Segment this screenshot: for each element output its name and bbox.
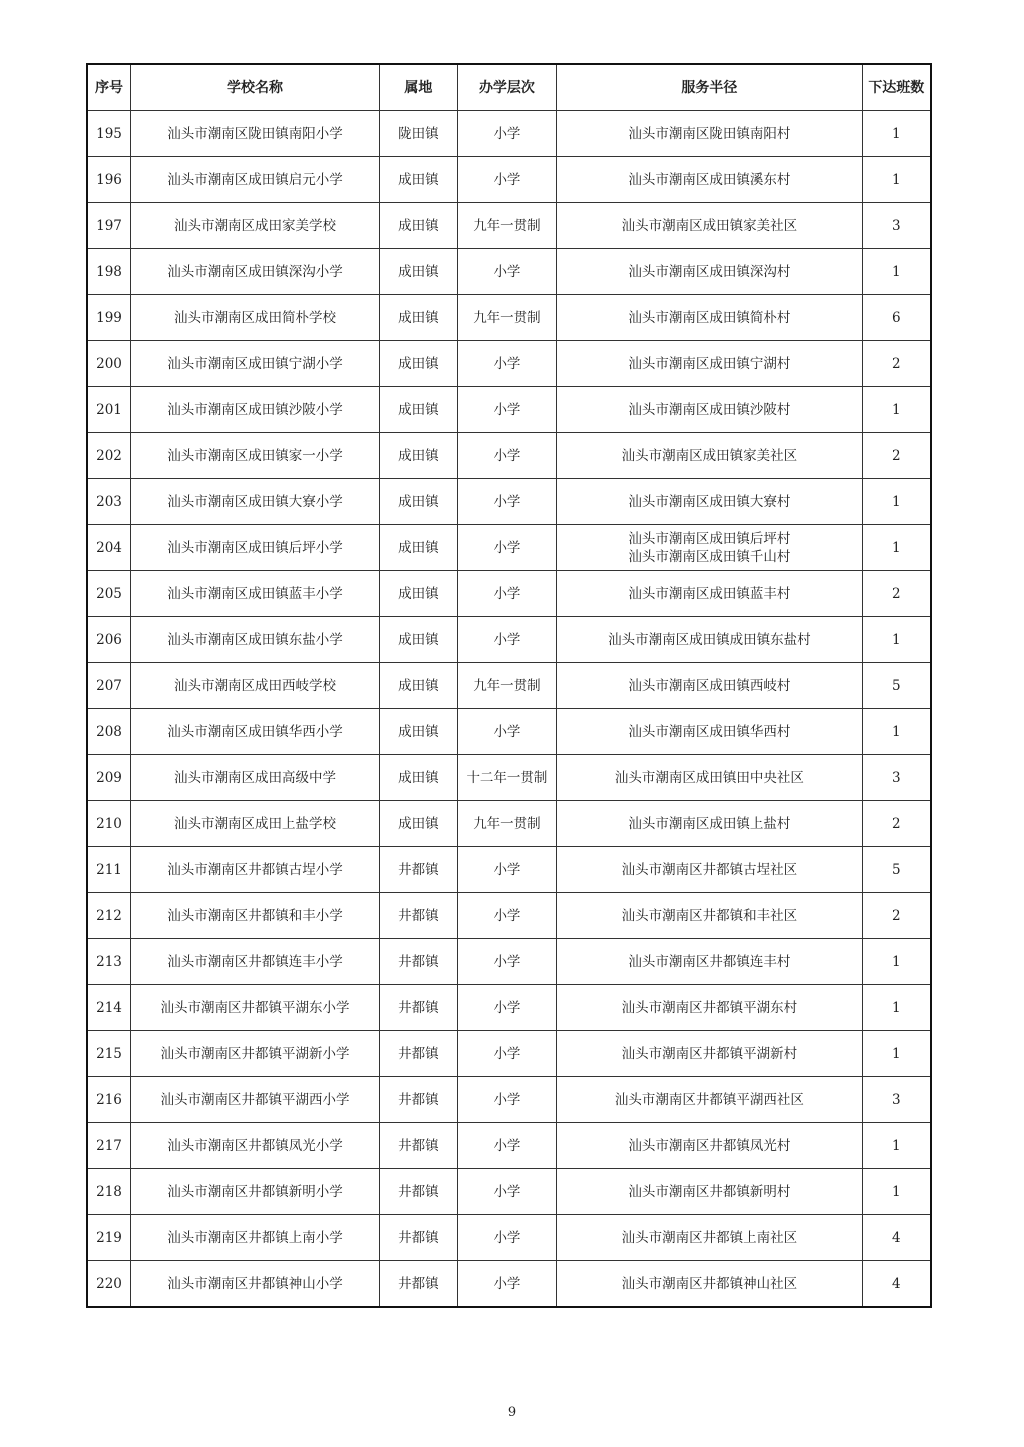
cell-level: 小学 (457, 939, 556, 985)
cell-service-radius (557, 433, 863, 479)
cell-no: 220 (87, 1261, 131, 1308)
cell-class-count: 1 (862, 111, 931, 157)
cell-class-count: 1 (862, 1169, 931, 1215)
service-radius-line: 汕头市潮南区井都镇平湖东村 (621, 999, 798, 1016)
cell-service-radius (557, 157, 863, 203)
cell-location: 成田镇 (379, 571, 457, 617)
table-row (87, 525, 931, 571)
table-header-row (87, 64, 931, 111)
cell-no: 219 (87, 1215, 131, 1261)
cell-school-name: 汕头市潮南区井都镇神山小学 (131, 1261, 380, 1308)
cell-no: 195 (87, 111, 131, 157)
cell-service-radius (557, 1215, 863, 1261)
page-number: 9 (507, 1405, 517, 1420)
cell-no: 205 (87, 571, 131, 617)
cell-no: 213 (87, 939, 131, 985)
service-radius-line: 汕头市潮南区成田镇千山村 (628, 548, 791, 565)
cell-service-radius (557, 893, 863, 939)
cell-class-count: 1 (862, 939, 931, 985)
cell-school-name: 汕头市潮南区成田镇大寮小学 (131, 479, 380, 525)
service-radius-line: 汕头市潮南区成田镇蓝丰村 (628, 585, 791, 602)
service-radius-line: 汕头市潮南区成田镇简朴村 (628, 309, 791, 326)
table-row (87, 1169, 931, 1215)
cell-location: 成田镇 (379, 709, 457, 755)
cell-class-count: 1 (862, 1031, 931, 1077)
cell-level: 九年一贯制 (457, 203, 556, 249)
cell-level: 小学 (457, 709, 556, 755)
cell-school-name: 汕头市潮南区井都镇古埕小学 (131, 847, 380, 893)
cell-service-radius (557, 203, 863, 249)
service-radius-line: 汕头市潮南区井都镇上南社区 (621, 1229, 798, 1246)
table-row (87, 1123, 931, 1169)
cell-level: 小学 (457, 157, 556, 203)
cell-class-count: 5 (862, 663, 931, 709)
service-radius-line: 汕头市潮南区成田镇华西村 (628, 723, 791, 740)
cell-school-name: 汕头市潮南区成田镇东盐小学 (131, 617, 380, 663)
cell-no: 206 (87, 617, 131, 663)
cell-school-name: 汕头市潮南区成田镇蓝丰小学 (131, 571, 380, 617)
service-radius-line: 汕头市潮南区成田镇西岐村 (628, 677, 791, 694)
cell-service-radius (557, 1261, 863, 1308)
cell-school-name: 汕头市潮南区成田镇沙陂小学 (131, 387, 380, 433)
cell-service-radius (557, 709, 863, 755)
table-body (87, 111, 931, 1308)
cell-level: 小学 (457, 1169, 556, 1215)
cell-location: 井都镇 (379, 893, 457, 939)
cell-class-count: 5 (862, 847, 931, 893)
cell-location: 成田镇 (379, 341, 457, 387)
table-row (87, 295, 931, 341)
cell-level: 九年一贯制 (457, 295, 556, 341)
table-row (87, 847, 931, 893)
table-row (87, 249, 931, 295)
cell-location: 成田镇 (379, 663, 457, 709)
cell-service-radius (557, 755, 863, 801)
table-row (87, 939, 931, 985)
cell-location: 井都镇 (379, 1077, 457, 1123)
service-radius-line: 汕头市潮南区井都镇和丰社区 (621, 907, 798, 924)
service-radius-line: 汕头市潮南区成田镇家美社区 (621, 447, 798, 464)
cell-school-name: 汕头市潮南区成田家美学校 (131, 203, 380, 249)
service-radius-line: 汕头市潮南区陇田镇南阳村 (628, 125, 791, 142)
service-radius-line: 汕头市潮南区成田镇宁湖村 (628, 355, 791, 372)
cell-service-radius (557, 801, 863, 847)
cell-location: 井都镇 (379, 1169, 457, 1215)
cell-class-count: 1 (862, 249, 931, 295)
cell-level: 小学 (457, 433, 556, 479)
cell-no: 203 (87, 479, 131, 525)
cell-level: 小学 (457, 1123, 556, 1169)
cell-class-count: 3 (862, 1077, 931, 1123)
cell-location: 成田镇 (379, 433, 457, 479)
service-radius-line: 汕头市潮南区井都镇连丰村 (628, 953, 791, 970)
cell-service-radius (557, 479, 863, 525)
cell-service-radius (557, 663, 863, 709)
service-radius-line: 汕头市潮南区井都镇古埕社区 (621, 861, 798, 878)
cell-school-name: 汕头市潮南区井都镇平湖西小学 (131, 1077, 380, 1123)
cell-school-name: 汕头市潮南区成田镇启元小学 (131, 157, 380, 203)
cell-level: 十二年一贯制 (457, 755, 556, 801)
table-row (87, 157, 931, 203)
cell-class-count: 1 (862, 617, 931, 663)
cell-no: 202 (87, 433, 131, 479)
header-class-count: 下达班数 (862, 64, 931, 111)
cell-location: 井都镇 (379, 985, 457, 1031)
cell-level: 小学 (457, 249, 556, 295)
cell-service-radius (557, 617, 863, 663)
table-row (87, 1215, 931, 1261)
cell-school-name: 汕头市潮南区成田镇家一小学 (131, 433, 380, 479)
cell-service-radius (557, 341, 863, 387)
cell-location: 成田镇 (379, 295, 457, 341)
cell-no: 204 (87, 525, 131, 571)
cell-level: 小学 (457, 617, 556, 663)
cell-location: 成田镇 (379, 617, 457, 663)
cell-class-count: 1 (862, 157, 931, 203)
cell-level: 小学 (457, 525, 556, 571)
school-table (86, 63, 932, 1308)
header-school-name: 学校名称 (131, 64, 380, 111)
cell-school-name: 汕头市潮南区井都镇凤光小学 (131, 1123, 380, 1169)
cell-location: 成田镇 (379, 203, 457, 249)
header-service-radius: 服务半径 (557, 64, 863, 111)
cell-service-radius (557, 939, 863, 985)
table-row (87, 893, 931, 939)
service-radius-line: 汕头市潮南区成田镇深沟村 (628, 263, 791, 280)
cell-location: 井都镇 (379, 1123, 457, 1169)
cell-level: 小学 (457, 985, 556, 1031)
cell-class-count: 1 (862, 1123, 931, 1169)
cell-no: 210 (87, 801, 131, 847)
cell-no: 196 (87, 157, 131, 203)
cell-school-name: 汕头市潮南区井都镇上南小学 (131, 1215, 380, 1261)
service-radius-line: 汕头市潮南区成田镇沙陂村 (628, 401, 791, 418)
cell-level: 小学 (457, 847, 556, 893)
header-location: 属地 (379, 64, 457, 111)
cell-level: 九年一贯制 (457, 801, 556, 847)
cell-class-count: 2 (862, 801, 931, 847)
cell-no: 214 (87, 985, 131, 1031)
table-row (87, 479, 931, 525)
cell-school-name: 汕头市潮南区成田镇华西小学 (131, 709, 380, 755)
cell-class-count: 1 (862, 525, 931, 571)
header-level: 办学层次 (457, 64, 556, 111)
cell-school-name: 汕头市潮南区成田简朴学校 (131, 295, 380, 341)
cell-level: 小学 (457, 1031, 556, 1077)
service-radius-line: 汕头市潮南区井都镇新明村 (628, 1183, 791, 1200)
cell-class-count: 4 (862, 1261, 931, 1308)
cell-class-count: 2 (862, 571, 931, 617)
service-radius-line: 汕头市潮南区成田镇大寮村 (628, 493, 791, 510)
cell-level: 小学 (457, 1215, 556, 1261)
table-row (87, 433, 931, 479)
cell-class-count: 1 (862, 709, 931, 755)
cell-school-name: 汕头市潮南区井都镇和丰小学 (131, 893, 380, 939)
cell-no: 201 (87, 387, 131, 433)
cell-school-name: 汕头市潮南区成田高级中学 (131, 755, 380, 801)
cell-location: 成田镇 (379, 801, 457, 847)
cell-school-name: 汕头市潮南区井都镇新明小学 (131, 1169, 380, 1215)
cell-no: 215 (87, 1031, 131, 1077)
cell-class-count: 6 (862, 295, 931, 341)
cell-location: 成田镇 (379, 479, 457, 525)
cell-class-count: 1 (862, 985, 931, 1031)
service-radius-line: 汕头市潮南区成田镇家美社区 (621, 217, 798, 234)
cell-school-name: 汕头市潮南区成田上盐学校 (131, 801, 380, 847)
cell-location: 成田镇 (379, 387, 457, 433)
service-radius-line: 汕头市潮南区井都镇平湖西社区 (614, 1091, 804, 1108)
cell-no: 197 (87, 203, 131, 249)
table-row (87, 341, 931, 387)
cell-service-radius (557, 1169, 863, 1215)
table-row (87, 203, 931, 249)
cell-no: 211 (87, 847, 131, 893)
cell-location: 成田镇 (379, 157, 457, 203)
table-row (87, 985, 931, 1031)
table-row (87, 617, 931, 663)
cell-class-count: 4 (862, 1215, 931, 1261)
cell-class-count: 3 (862, 755, 931, 801)
cell-no: 207 (87, 663, 131, 709)
cell-location: 陇田镇 (379, 111, 457, 157)
service-radius-line: 汕头市潮南区成田镇上盐村 (628, 815, 791, 832)
header-no: 序号 (87, 64, 131, 111)
cell-location: 井都镇 (379, 939, 457, 985)
cell-class-count: 1 (862, 479, 931, 525)
cell-no: 218 (87, 1169, 131, 1215)
cell-service-radius (557, 847, 863, 893)
cell-class-count: 2 (862, 893, 931, 939)
cell-no: 217 (87, 1123, 131, 1169)
cell-school-name: 汕头市潮南区井都镇平湖新小学 (131, 1031, 380, 1077)
cell-level: 小学 (457, 1261, 556, 1308)
cell-service-radius (557, 1077, 863, 1123)
service-radius-line: 汕头市潮南区成田镇溪东村 (628, 171, 791, 188)
cell-class-count: 3 (862, 203, 931, 249)
service-radius-line: 汕头市潮南区井都镇凤光村 (628, 1137, 791, 1154)
table-row (87, 111, 931, 157)
table-row (87, 663, 931, 709)
cell-location: 井都镇 (379, 1261, 457, 1308)
cell-location: 成田镇 (379, 755, 457, 801)
cell-service-radius (557, 985, 863, 1031)
cell-level: 小学 (457, 111, 556, 157)
cell-service-radius (557, 249, 863, 295)
service-radius-line: 汕头市潮南区成田镇成田镇东盐村 (608, 631, 811, 648)
service-radius-line: 汕头市潮南区井都镇平湖新村 (621, 1045, 798, 1062)
cell-school-name: 汕头市潮南区成田镇宁湖小学 (131, 341, 380, 387)
cell-no: 212 (87, 893, 131, 939)
cell-school-name: 汕头市潮南区成田镇后坪小学 (131, 525, 380, 571)
table-row (87, 1261, 931, 1308)
cell-no: 209 (87, 755, 131, 801)
cell-service-radius (557, 111, 863, 157)
table-row (87, 571, 931, 617)
cell-location: 井都镇 (379, 1215, 457, 1261)
cell-location: 井都镇 (379, 1031, 457, 1077)
cell-service-radius (557, 571, 863, 617)
cell-level: 小学 (457, 1077, 556, 1123)
cell-class-count: 2 (862, 341, 931, 387)
cell-school-name: 汕头市潮南区井都镇连丰小学 (131, 939, 380, 985)
table-row (87, 709, 931, 755)
cell-school-name: 汕头市潮南区井都镇平湖东小学 (131, 985, 380, 1031)
table-row (87, 801, 931, 847)
cell-location: 成田镇 (379, 249, 457, 295)
table-row (87, 1077, 931, 1123)
cell-level: 小学 (457, 341, 556, 387)
cell-class-count: 2 (862, 433, 931, 479)
cell-service-radius (557, 387, 863, 433)
cell-level: 小学 (457, 387, 556, 433)
cell-service-radius (557, 1123, 863, 1169)
cell-no: 199 (87, 295, 131, 341)
cell-school-name: 汕头市潮南区陇田镇南阳小学 (131, 111, 380, 157)
cell-level: 小学 (457, 479, 556, 525)
cell-level: 小学 (457, 571, 556, 617)
cell-service-radius (557, 295, 863, 341)
cell-service-radius (557, 525, 863, 571)
service-radius-line: 汕头市潮南区成田镇后坪村 (628, 530, 791, 547)
cell-no: 198 (87, 249, 131, 295)
table-row (87, 755, 931, 801)
service-radius-line: 汕头市潮南区井都镇神山社区 (621, 1275, 798, 1292)
table-row (87, 387, 931, 433)
table-row (87, 1031, 931, 1077)
cell-no: 200 (87, 341, 131, 387)
cell-location: 成田镇 (379, 525, 457, 571)
cell-school-name: 汕头市潮南区成田西岐学校 (131, 663, 380, 709)
cell-school-name: 汕头市潮南区成田镇深沟小学 (131, 249, 380, 295)
cell-service-radius (557, 1031, 863, 1077)
cell-level: 小学 (457, 893, 556, 939)
cell-no: 216 (87, 1077, 131, 1123)
cell-no: 208 (87, 709, 131, 755)
service-radius-line: 汕头市潮南区成田镇田中央社区 (614, 769, 804, 786)
cell-level: 九年一贯制 (457, 663, 556, 709)
cell-location: 井都镇 (379, 847, 457, 893)
cell-class-count: 1 (862, 387, 931, 433)
